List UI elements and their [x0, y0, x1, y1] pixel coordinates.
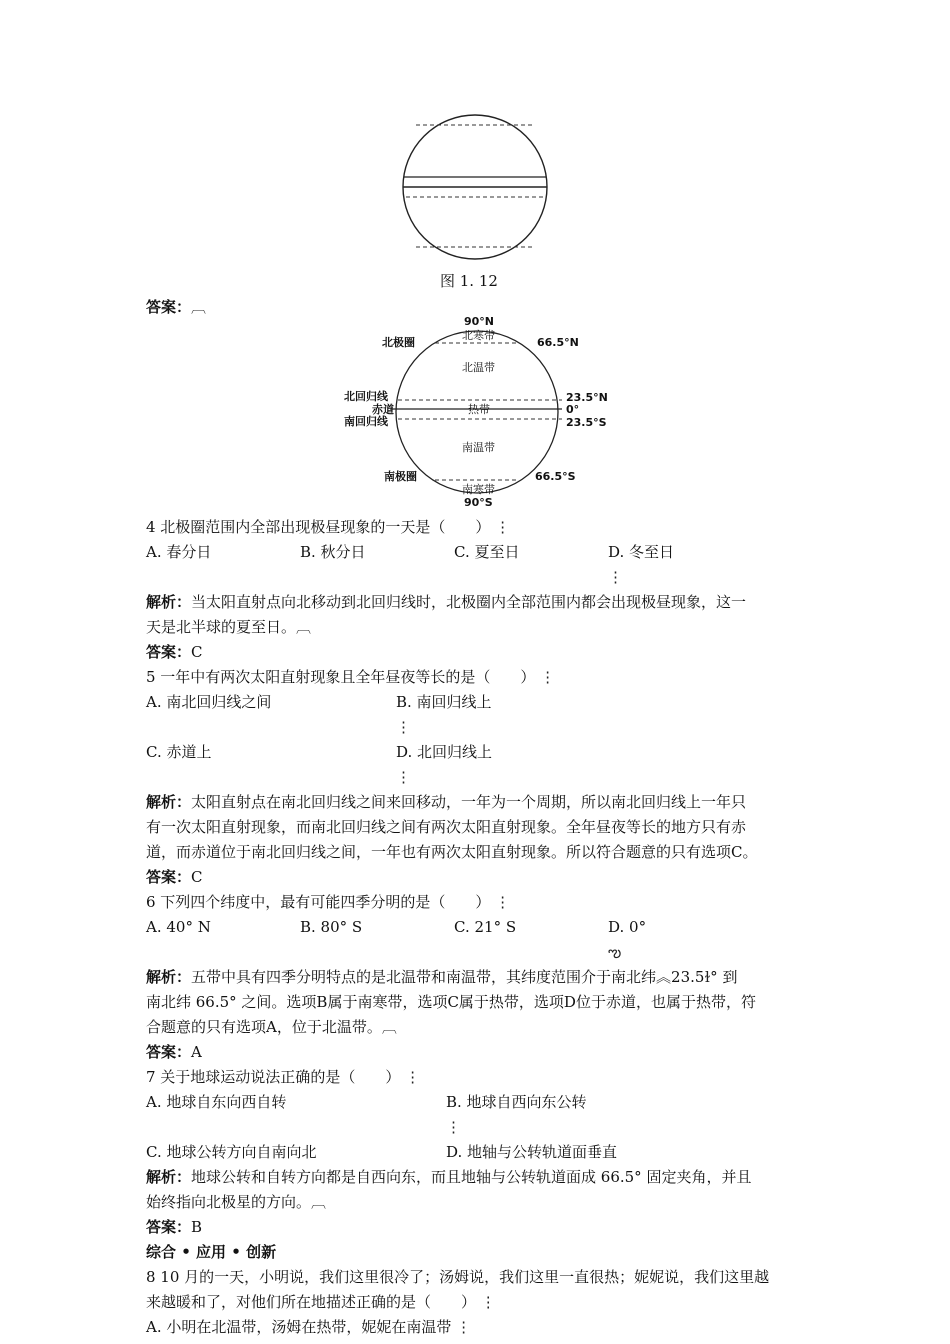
- q4-option-b: B. 秋分日: [300, 543, 366, 561]
- q4-option-a: A. 春分日: [146, 543, 212, 561]
- q7-analysis-cont: 始终指向北极星的方向。︹: [146, 1193, 327, 1211]
- q6-options: [146, 915, 811, 965]
- label-665s: 66.5°S: [535, 470, 576, 483]
- scan-mark: ︹: [191, 298, 207, 316]
- figure-caption: 图 1. 12: [440, 272, 498, 290]
- label-235n: 23.5°N: [566, 391, 608, 404]
- q5-analysis: 解析：太阳直射点在南北回归线之间来回移动，一年为一个周期，所以南北回归线上一年只: [146, 793, 747, 811]
- q6-analysis-cont1: 南北纬 66.5° 之间。选项B属于南寒带，选项C属于热带，选项D位于赤道，也属于热带，符: [146, 993, 756, 1011]
- answer-label: 答案：: [146, 298, 192, 316]
- question-content: [146, 515, 811, 1340]
- label-arctic-circle: 北极圈: [382, 336, 415, 349]
- q5-answer: 答案：C: [146, 868, 203, 886]
- q5-option-a: A. 南北回归线之间: [146, 693, 272, 711]
- q6-option-b: B. 80° S: [300, 918, 363, 936]
- q6-stem: 6 下列四个纬度中，最有可能四季分明的是（ ） ⋮: [146, 893, 511, 911]
- q8-stem: 8 10 月的一天，小明说，我们这里很冷了；汤姆说，我们这里一直很热；妮妮说，我们这里越: [146, 1268, 770, 1286]
- label-south-frigid: 南寒带: [462, 483, 495, 496]
- figure-climate-zones: [330, 312, 620, 512]
- label-tropical: 热带: [468, 403, 490, 416]
- label-90n: 90°N: [464, 315, 495, 328]
- label-0: 0°: [566, 403, 580, 416]
- label-90s: 90°S: [464, 496, 493, 509]
- q5-option-b: B. 南回归线上⋮: [396, 693, 492, 736]
- q7-option-a: A. 地球自东向西自转: [146, 1093, 287, 1111]
- answer-line-1: [146, 296, 206, 317]
- q7-option-d: D. 地轴与公转轨道面垂直: [446, 1143, 618, 1161]
- label-south-temperate: 南温带: [462, 441, 495, 454]
- label-tropic-capricorn: 南回归线: [344, 415, 388, 428]
- label-665n: 66.5°N: [537, 336, 579, 349]
- q7-option-b: B. 地球自西向东公转⋮: [446, 1093, 587, 1136]
- q7-options-row1: [146, 1090, 811, 1140]
- label-north-temperate: 北温带: [462, 361, 495, 374]
- q7-option-c: C. 地球公转方向自南向北: [146, 1143, 317, 1161]
- q7-options-row2: [146, 1140, 811, 1165]
- q4-analysis: 解析：当太阳直射点向北移动到北回归线时，北极圈内全部范围内都会出现极昼现象，这一: [146, 593, 747, 611]
- label-tropic-cancer: 北回归线: [344, 390, 388, 403]
- q4-options: [146, 540, 811, 590]
- label-equator: 赤道: [372, 403, 394, 416]
- q4-answer: 答案：C: [146, 643, 203, 661]
- q6-option-a: A. 40° N: [146, 918, 211, 936]
- label-antarctic-circle: 南极圈: [384, 470, 417, 483]
- figure-1-12-globe: [400, 112, 550, 262]
- q4-analysis-cont: 天是北半球的夏至日。︹: [146, 618, 312, 636]
- q6-option-d: D. 0°ఌ: [608, 918, 647, 961]
- q4-option-c: C. 夏至日: [454, 543, 520, 561]
- q5-analysis-cont2: 道，而赤道位于南北回归线之间，一年也有两次太阳直射现象。所以符合题意的只有选项C。: [146, 843, 758, 861]
- q6-analysis: 解析：五带中具有四季分明特点的是北温带和南温带，其纬度范围介于南北纬︽23.5ɫ° 到: [146, 968, 738, 986]
- q5-option-d: D. 北回归线上⋮: [396, 743, 493, 786]
- q5-options-row1: [146, 690, 811, 740]
- q5-analysis-cont1: 有一次太阳直射现象，而南北回归线之间有两次太阳直射现象。全年昼夜等长的地方只有赤: [146, 818, 747, 836]
- q5-stem: 5 一年中有两次太阳直射现象且全年昼夜等长的是（ ） ⋮: [146, 668, 556, 686]
- q7-analysis: 解析：地球公转和自转方向都是自西向东，而且地轴与公转轨道面成 66.5° 固定夹角，并且: [146, 1168, 752, 1186]
- q8-option-a: A. 小明在北温带，汤姆在热带，妮妮在南温带 ⋮: [146, 1318, 472, 1336]
- q6-option-c: C. 21° S: [454, 918, 517, 936]
- q5-options-row2: [146, 740, 811, 790]
- q6-answer: 答案：A: [146, 1043, 202, 1061]
- section-title: 综合 • 应用 • 创新: [146, 1243, 277, 1261]
- q4-option-d: D. 冬至日⋮: [608, 543, 675, 586]
- q5-option-c: C. 赤道上: [146, 743, 212, 761]
- q7-answer: 答案：B: [146, 1218, 203, 1236]
- q8-stem-cont: 来越暖和了，对他们所在地描述正确的是（ ） ⋮: [146, 1293, 496, 1311]
- label-north-frigid: 北寒带: [462, 329, 495, 342]
- q4-stem: 4 北极圈范围内全部出现极昼现象的一天是（ ） ⋮: [146, 518, 511, 536]
- q6-analysis-cont2: 合题意的只有选项A，位于北温带。︹: [146, 1018, 397, 1036]
- q7-stem: 7 关于地球运动说法正确的是（ ） ⋮: [146, 1068, 421, 1086]
- label-235s: 23.5°S: [566, 416, 607, 429]
